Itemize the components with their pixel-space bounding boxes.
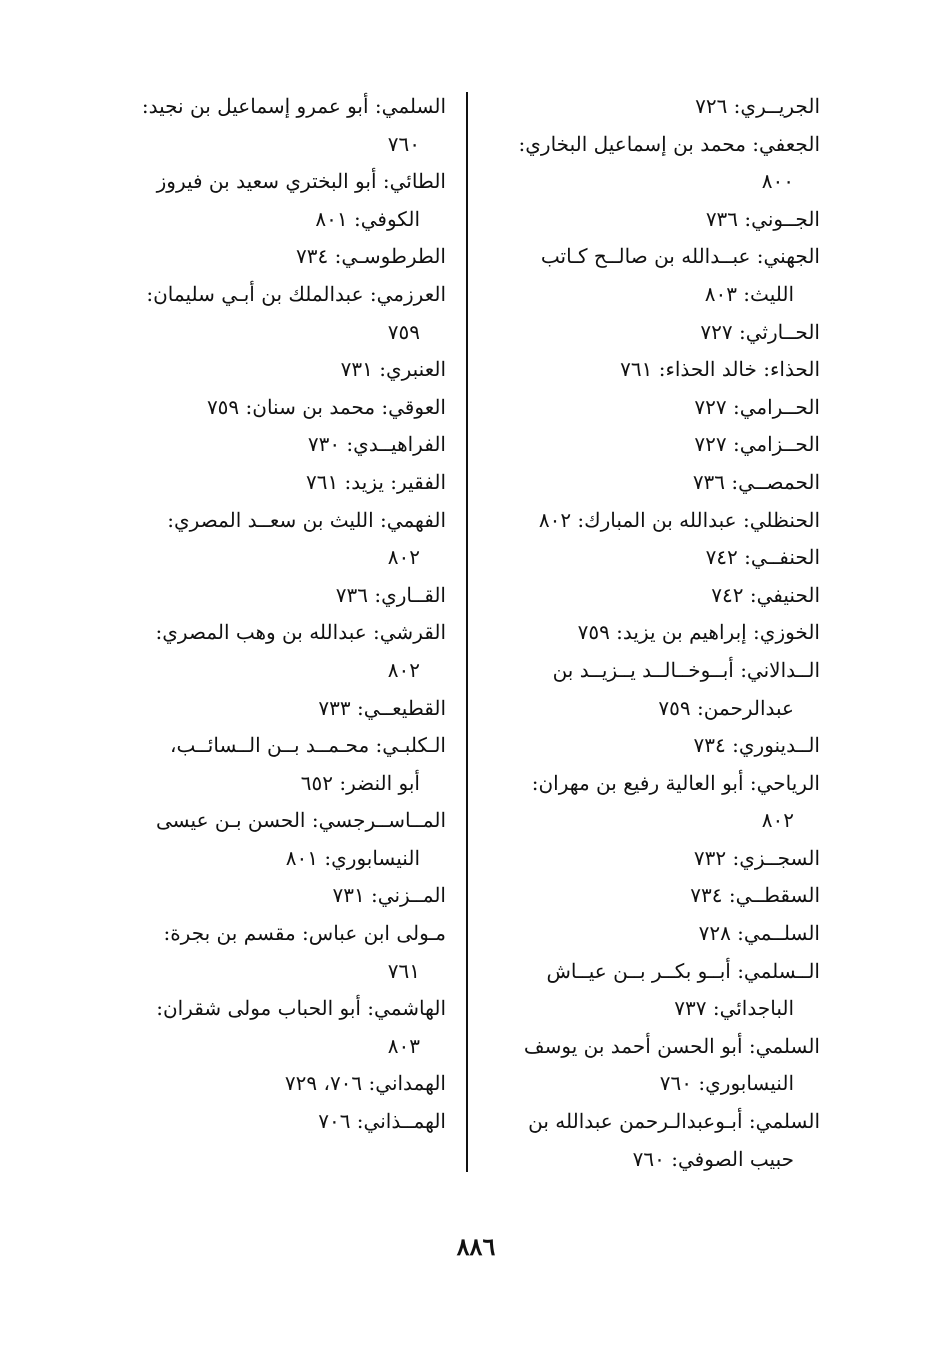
index-entry: الفهمي: الليث بن سعــد المصري: ٨٠٢ <box>167 507 446 570</box>
index-entry: العرزمي: عبدالملك بن أبـي سليمان: ٧٥٩ <box>146 281 446 344</box>
index-entry: المــزني: ٧٣١ <box>332 883 446 908</box>
index-entry: الحمصــي: ٧٣٦ <box>692 469 820 494</box>
index-entry: الحنظلي: عبدالله بن المبارك: ٨٠٢ <box>538 507 820 532</box>
index-entry: الــدالاني: أبــوخــالــد يــزيــد بن عبدالرحمن: ٧٥٩ <box>552 657 820 720</box>
index-entry: السلمي: أبـوعبدالـرحمن عبدالله بن حبيب الصوفي: ٧٦٠ <box>528 1109 820 1171</box>
index-entry: الـكلبـي: محـمــد بــن الــسائــب، أبو النضر: ٦٥٢ <box>169 733 446 795</box>
index-entry: الــسلمي: أبــو بكــر بــن عيــاش الباجدائي: ٧٣٧ <box>546 958 820 1021</box>
index-entry: الجعفي: محمد بن إسماعيل البخاري: ٨٠٠ <box>518 131 820 194</box>
index-entry: المــاســرجسي: الحسن بـن عيسى النيسابوري: ٨٠١ <box>156 808 446 870</box>
index-entry: السلمي: أبو الحسن أحمد بن يوسف النيسابوري: ٧٦٠ <box>523 1033 820 1096</box>
page-number: ٨٨٦ <box>456 1232 496 1261</box>
index-entry: الحــرامي: ٧٢٧ <box>694 394 820 419</box>
index-entry: مـولى ابن عباس: مقسم بن بجرة: ٧٦١ <box>163 921 446 983</box>
index-entry: الهمــذاني: ٧٠٦ <box>318 1109 446 1134</box>
index-entry: السقطــي: ٧٣٤ <box>690 883 820 908</box>
index-entry: الحــارثي: ٧٢٧ <box>700 319 820 344</box>
index-entry: الطائي: أبو البختري سعيد بن فيروز الكوفي: ٨٠١ <box>156 169 446 231</box>
index-entry: السلــمي: ٧٢٨ <box>698 921 820 946</box>
index-entry: الفقير: يزيد: ٧٦١ <box>305 469 446 494</box>
index-entry: الخوزي: إبراهيم بن يزيد: ٧٥٩ <box>577 620 820 645</box>
index-entry: الحنيفي: ٧٤٢ <box>711 582 820 607</box>
index-entry: الهمداني: ٧٠٦، ٧٢٩ <box>284 1071 446 1096</box>
index-entry: الرياحي: أبو العالية رفيع بن مهران: ٨٠٢ <box>531 770 820 833</box>
index-entry: السلمي: أبو عمرو إسماعيل بن نجيد: ٧٦٠ <box>141 94 446 156</box>
index-column-left <box>120 88 446 1141</box>
index-entry: العنبري: ٧٣١ <box>340 357 446 382</box>
index-entry: الطرطوسـي: ٧٣٤ <box>296 244 446 269</box>
index-entry: الهاشمي: أبو الحباب مولى شقران: ٨٠٣ <box>156 996 446 1058</box>
index-entry: الــدينوري: ٧٣٤ <box>693 733 820 758</box>
index-entry: الجريــري: ٧٢٦ <box>695 94 820 118</box>
column-divider <box>466 92 468 1172</box>
index-entry: الحــزامي: ٧٢٧ <box>694 432 820 457</box>
index-entry: العوقي: محمد بن سنان: ٧٥٩ <box>206 394 446 419</box>
index-entry: القــاري: ٧٣٦ <box>335 582 446 607</box>
index-entry: القطيعــي: ٧٣٣ <box>318 695 446 720</box>
index-entry: القرشي: عبدالله بن وهب المصري: ٨٠٢ <box>155 620 446 682</box>
index-entry: السجــزي: ٧٣٢ <box>693 845 820 870</box>
index-entry: الفراهيــدي: ٧٣٠ <box>307 432 446 457</box>
index-column-right <box>480 88 820 1178</box>
index-entry: الحذاء: خالد الحذاء: ٧٦١ <box>620 357 820 382</box>
index-entry: الجهني: عبــدالله بن صالــح كـاتب الليث: ٨٠٣ <box>540 244 820 306</box>
index-entry: الجــوني: ٧٣٦ <box>705 206 820 231</box>
index-entry: الحنفــي: ٧٤٢ <box>705 545 820 570</box>
